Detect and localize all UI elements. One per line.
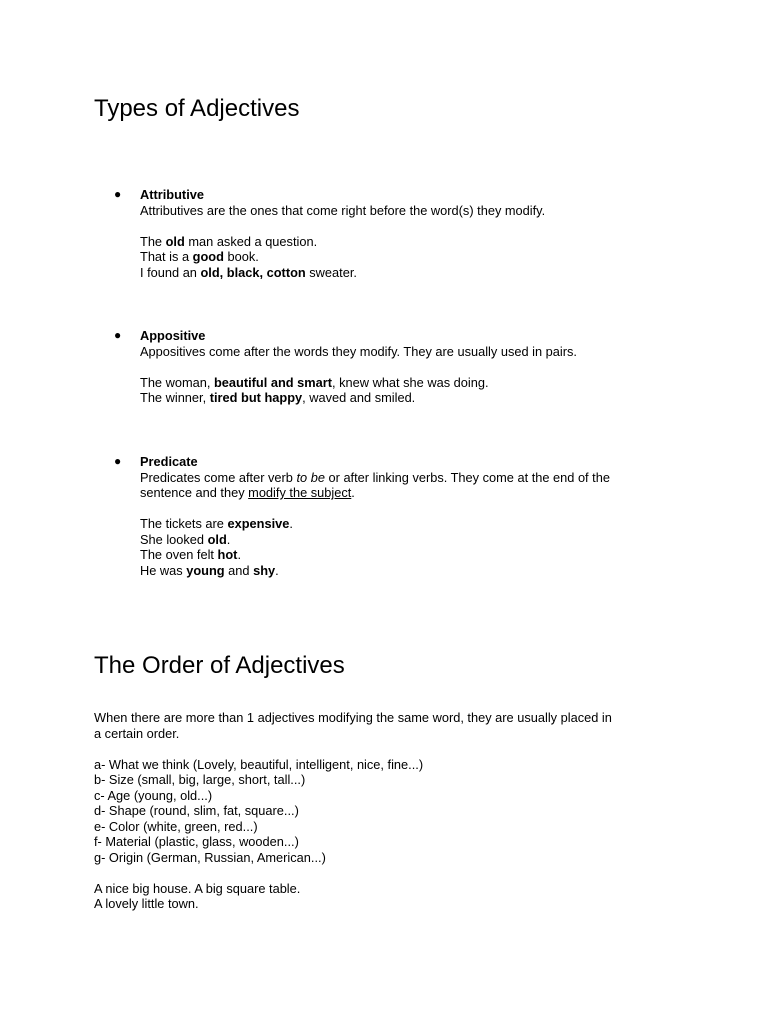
order-list-item: b- Size (small, big, large, short, tall...): [94, 772, 306, 787]
order-intro: When there are more than 1 adjectives modifying the same word, they are usually placed in: [94, 710, 612, 725]
heading-order-of-adjectives: The Order of Adjectives: [94, 652, 345, 679]
section-order: [94, 710, 704, 912]
order-list-item: d- Shape (round, slim, fat, square...): [94, 803, 299, 818]
predicate-definition: Predicates come after verb to be or after linking verbs. They come at the end of the: [140, 469, 610, 485]
example-line: The winner, tired but happy, waved and smiled.: [140, 390, 416, 405]
section-appositive: [140, 328, 700, 406]
example-line: The tickets are expensive.: [140, 516, 293, 531]
appositive-definition: Appositives come after the words they modify. They are usually used in pairs.: [140, 343, 577, 359]
order-intro-cont: a certain order.: [94, 725, 180, 741]
example-line: That is a good book.: [140, 249, 259, 264]
attributive-definition: Attributives are the ones that come right before the word(s) they modify.: [140, 202, 546, 218]
example-line: She looked old.: [140, 531, 231, 547]
appositive-title: Appositive: [140, 328, 206, 343]
order-list-item: g- Origin (German, Russian, American...): [94, 849, 326, 865]
order-example: A lovely little town.: [94, 896, 199, 911]
bullet-dot: ●: [114, 187, 122, 201]
predicate-title: Predicate: [140, 454, 198, 469]
attributive-title: Attributive: [140, 187, 204, 202]
heading-types-of-adjectives: Types of Adjectives: [94, 95, 300, 122]
order-list-item: f- Material (plastic, glass, wooden...): [94, 834, 299, 849]
order-list-item: a- What we think (Lovely, beautiful, intelligent, nice, fine...): [94, 756, 424, 772]
example-line: The oven felt hot.: [140, 547, 242, 562]
order-list-item: c- Age (young, old...): [94, 787, 213, 803]
example-line: The old man asked a question.: [140, 233, 318, 249]
order-list-item: e- Color (white, green, red...): [94, 818, 258, 834]
predicate-definition-cont: sentence and they modify the subject.: [140, 485, 355, 500]
bullet-dot: ●: [114, 454, 122, 468]
section-predicate: [140, 454, 700, 578]
order-example: A nice big house. A big square table.: [94, 880, 301, 896]
example-line: I found an old, black, cotton sweater.: [140, 264, 357, 280]
section-attributive: [140, 187, 700, 280]
example-line: The woman, beautiful and smart, knew what she was doing.: [140, 374, 489, 390]
bullet-dot: ●: [114, 328, 122, 342]
example-line: He was young and shy.: [140, 562, 279, 578]
